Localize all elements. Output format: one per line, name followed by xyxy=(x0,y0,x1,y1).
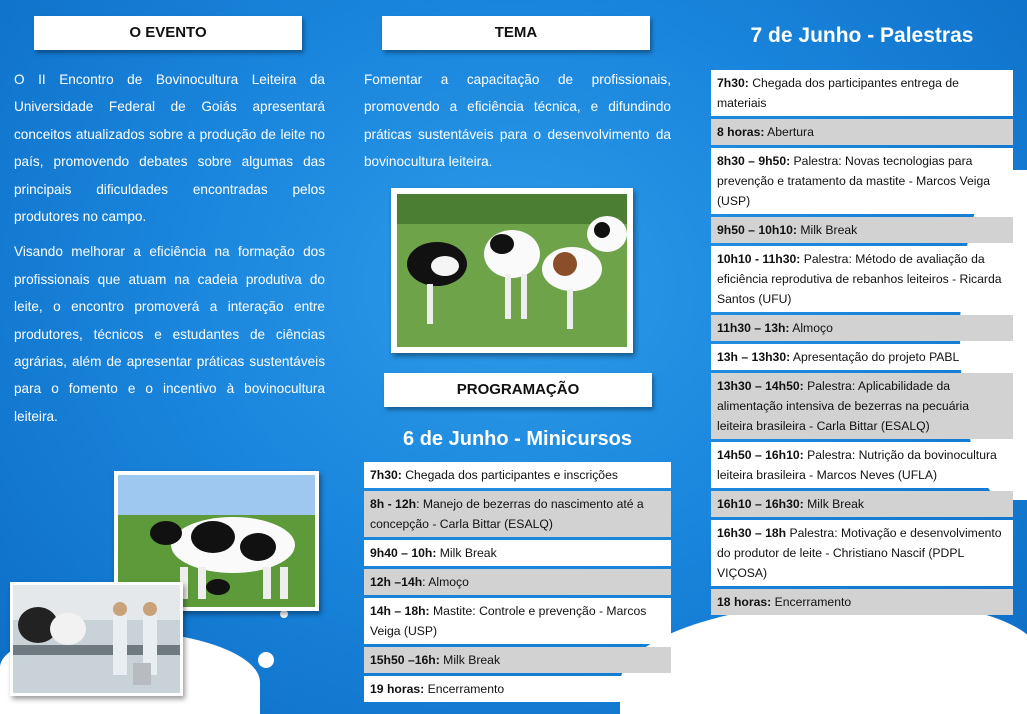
schedule-row xyxy=(364,462,671,488)
evento-paragraph-2: Visando melhorar a eficiência na formação dos profissionais que atuam na cadeia produtiva do leite, o encontro promoverá a interação entre produtores, técnicos e estudantes de ciências agrárias, além de apresentar práticas sustentáveis para o fomento e o incentivo à bovinocultura leiteira. xyxy=(14,244,325,424)
schedule-row xyxy=(711,589,1013,615)
day1-title: 6 de Junho - Minicursos xyxy=(403,428,632,450)
evento-header: O EVENTO xyxy=(34,16,302,50)
schedule-description: : Almoço xyxy=(422,575,469,589)
schedule-time: 19 horas: xyxy=(370,682,425,696)
schedule-row xyxy=(711,119,1013,145)
schedule-description: Almoço xyxy=(789,321,833,335)
milk-splash xyxy=(258,652,274,668)
schedule-time: 16h10 – 16h30: xyxy=(717,497,804,511)
schedule-description: : Manejo de bezerras do nascimento até a concepção - Carla Bittar (ESALQ) xyxy=(370,497,644,531)
programacao-header: PROGRAMAÇÃO xyxy=(384,373,652,407)
schedule-time: 10h10 - 11h30: xyxy=(717,252,801,266)
schedule-row xyxy=(711,70,1013,116)
schedule-time: 8 horas: xyxy=(717,125,765,139)
calves-photo xyxy=(391,188,633,353)
schedule-row xyxy=(711,442,1013,488)
schedule-description: Mastite: Controle e prevenção - Marcos Veiga (USP) xyxy=(370,604,647,638)
schedule-time: 13h30 – 14h50: xyxy=(717,379,804,393)
schedule-row xyxy=(364,676,671,702)
schedule-time: 18 horas: xyxy=(717,595,772,609)
schedule-description: Chegada dos participantes e inscrições xyxy=(401,468,618,482)
schedule-time: 9h50 – 10h10: xyxy=(717,223,797,237)
schedule-row xyxy=(711,217,1013,243)
schedule-time: 8h - 12h xyxy=(370,497,417,511)
schedule-description: Milk Break xyxy=(796,223,858,237)
schedule-time: 14h – 18h: xyxy=(370,604,430,618)
schedule-description: Apresentação do projeto PABL xyxy=(790,350,960,364)
schedule-time: 7h30: xyxy=(717,76,749,90)
schedule-row xyxy=(711,344,1013,370)
schedule-description: Palestra: Novas tecnologias para prevenção e tratamento da mastite - Marcos Veiga (USP) xyxy=(717,154,991,208)
tema-text: Fomentar a capacitação de profissionais, promovendo a eficiência técnica, e difundindo práticas sustentáveis para o desenvolvimento da bovinocultura leiteira. xyxy=(364,72,671,170)
schedule-row xyxy=(364,491,671,537)
schedule-description: Palestra: Método de avaliação da eficiência reprodutiva de rebanhos leiteiros - Ricarda Santos (UFU) xyxy=(717,252,1002,306)
schedule-time: 13h – 13h30: xyxy=(717,350,791,364)
schedule-description: Milk Break xyxy=(439,653,501,667)
schedule-time: 7h30: xyxy=(370,468,402,482)
schedule-description: Palestra: Motivação e desenvolvimento do produtor de leite - Christiano Nascif (PDPL VIÇOSA) xyxy=(717,526,1002,580)
schedule-row xyxy=(364,540,671,566)
schedule-row xyxy=(364,647,671,673)
schedule-time: 9h40 – 10h: xyxy=(370,546,437,560)
schedule-row xyxy=(711,148,1013,214)
schedule-row xyxy=(711,491,1013,517)
schedule-description: Milk Break xyxy=(436,546,497,560)
schedule-time: 8h30 – 9h50: xyxy=(717,154,791,168)
schedule-time: 14h50 – 16h10: xyxy=(717,448,804,462)
schedule-time: 11h30 – 13h: xyxy=(717,321,790,335)
evento-paragraph-1: O II Encontro de Bovinocultura Leiteira da Universidade Federal de Goiás apresentará conceitos atualizados sobre a produção de leite no país, promovendo debates sobre algumas das principais dificuldades encontradas pelos produtores no campo. xyxy=(14,72,325,225)
schedule-description: Chegada dos participantes entrega de materiais xyxy=(717,76,959,110)
evento-text xyxy=(14,66,325,438)
schedule-row xyxy=(711,520,1013,586)
day1-schedule xyxy=(364,462,671,705)
schedule-row xyxy=(364,598,671,644)
day2-schedule xyxy=(711,70,1013,618)
schedule-description: Encerramento xyxy=(771,595,852,609)
schedule-row xyxy=(711,246,1013,312)
milk-splash xyxy=(280,610,288,618)
tema-header: TEMA xyxy=(382,16,650,50)
schedule-time: 16h30 – 18h xyxy=(717,526,787,540)
schedule-description: Encerramento xyxy=(424,682,505,696)
milking-parlor-photo xyxy=(10,582,183,696)
schedule-row xyxy=(364,569,671,595)
schedule-description: Milk Break xyxy=(803,497,865,511)
schedule-row xyxy=(711,373,1013,439)
schedule-row xyxy=(711,315,1013,341)
day2-title: 7 de Junho - Palestras xyxy=(750,24,974,47)
schedule-description: Abertura xyxy=(764,125,814,139)
schedule-description: Palestra: Aplicabilidade da alimentação intensiva de bezerras na pecuária leiteira brasileira - Carla Bittar (ESALQ) xyxy=(717,379,970,433)
schedule-time: 12h –14h xyxy=(370,575,423,589)
schedule-description: Palestra: Nutrição da bovinocultura leiteira brasileira - Marcos Neves (UFLA) xyxy=(717,448,997,482)
schedule-time: 15h50 –16h: xyxy=(370,653,440,667)
